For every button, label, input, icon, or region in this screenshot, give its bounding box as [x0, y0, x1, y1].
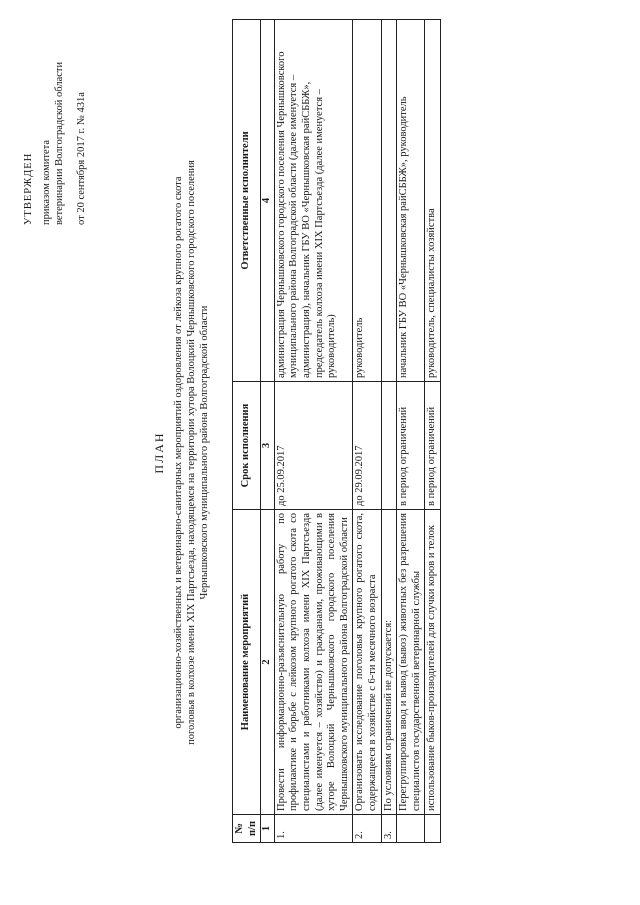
plan-subtitle-line-1: организационно-хозяйственных и ветеринарно-санитарных мероприятий оздоровления от лейкоза крупного рогатого скота: [173, 176, 184, 729]
header-action: Наименование мероприятий: [233, 510, 261, 815]
row-responsible: администрация Чернышковского городского поселения Чернышковского муниципального района Волгоградской области (далее именуется – администрация), начальник ГБУ ВО «Чернышковская райСББЖ», председатель колхоза имени XIX Партсъезда (далее именуется – руководитель): [274, 20, 353, 382]
column-number: 4: [261, 20, 275, 382]
row-number: 3.: [381, 815, 397, 843]
row-action: использование быков-производителей для случки коров и телок: [425, 510, 441, 815]
plan-title: ПЛАН: [152, 431, 166, 474]
plan-subtitle-line-2: поголовья в колхозе имени XIX Партсъезда, находящемся на территории хутора Волоцкий Чернышковского городского поселения: [186, 160, 197, 745]
row-number: 1.: [274, 815, 353, 843]
header-deadline: Срок исполнения: [233, 382, 261, 510]
approval-date: от 20 сентября 2017 г. № 431а: [76, 92, 87, 225]
row-action: Перегруппировка ввод и вывод (вывоз) животных без разрешения специалистов государственной ветеринарной службы: [397, 510, 425, 815]
table-row: [381, 20, 397, 843]
row-deadline: до 25.09.2017: [274, 382, 353, 510]
column-number: 2: [261, 510, 275, 815]
row-action: По условиям ограничений не допускается:: [381, 510, 397, 815]
row-number: [425, 815, 441, 843]
row-deadline: [381, 382, 397, 510]
row-responsible: руководитель: [353, 20, 381, 382]
approval-line-2: ветеринарии Волгоградской области: [54, 61, 65, 225]
row-deadline: в период ограничений: [397, 382, 425, 510]
table-row: [353, 20, 381, 843]
row-number: [397, 815, 425, 843]
row-action: Провести информационно-разъяснительную работу по профилактике и борьбе с лейкозом крупного рогатого скота со специалистами и работниками колхоза имени XIX Партсъезда (далее именуется – хозяйство) и гражданами, проживающими в хуторе Волоцкий Чернышковского городского поселения Чернышковского муниципального района Волгоградской области: [274, 510, 353, 815]
table-row: [425, 20, 441, 843]
header-responsible: Ответственные исполнители: [233, 20, 261, 382]
row-responsible: [381, 20, 397, 382]
table-header-row: [233, 20, 261, 843]
approval-stamp: [22, 15, 88, 225]
row-deadline: в период ограничений: [425, 382, 441, 510]
approval-title: УТВЕРЖДЕН: [23, 152, 34, 225]
row-number: 2.: [353, 815, 381, 843]
approval-line-1: приказом комитета: [41, 139, 52, 225]
column-number-row: [261, 20, 275, 843]
table-row: [397, 20, 425, 843]
plan-subtitle: [172, 100, 211, 805]
row-responsible: начальник ГБУ ВО «Чернышковская райСББЖ», руководитель: [397, 20, 425, 382]
plan-table: [232, 19, 441, 843]
row-deadline: до 29.09.2017: [353, 382, 381, 510]
row-action: Организовать исследование поголовья крупного рогатого скота, содержащееся в хозяйстве с 6-ти месячного возраста: [353, 510, 381, 815]
column-number: 1: [261, 815, 275, 843]
plan-subtitle-line-3: Чернышковского муниципального района Волгоградской области: [199, 305, 210, 600]
row-responsible: руководитель, специалисты хозяйства: [425, 20, 441, 382]
column-number: 3: [261, 382, 275, 510]
header-number: № п/п: [233, 815, 261, 843]
table-row: [274, 20, 353, 843]
